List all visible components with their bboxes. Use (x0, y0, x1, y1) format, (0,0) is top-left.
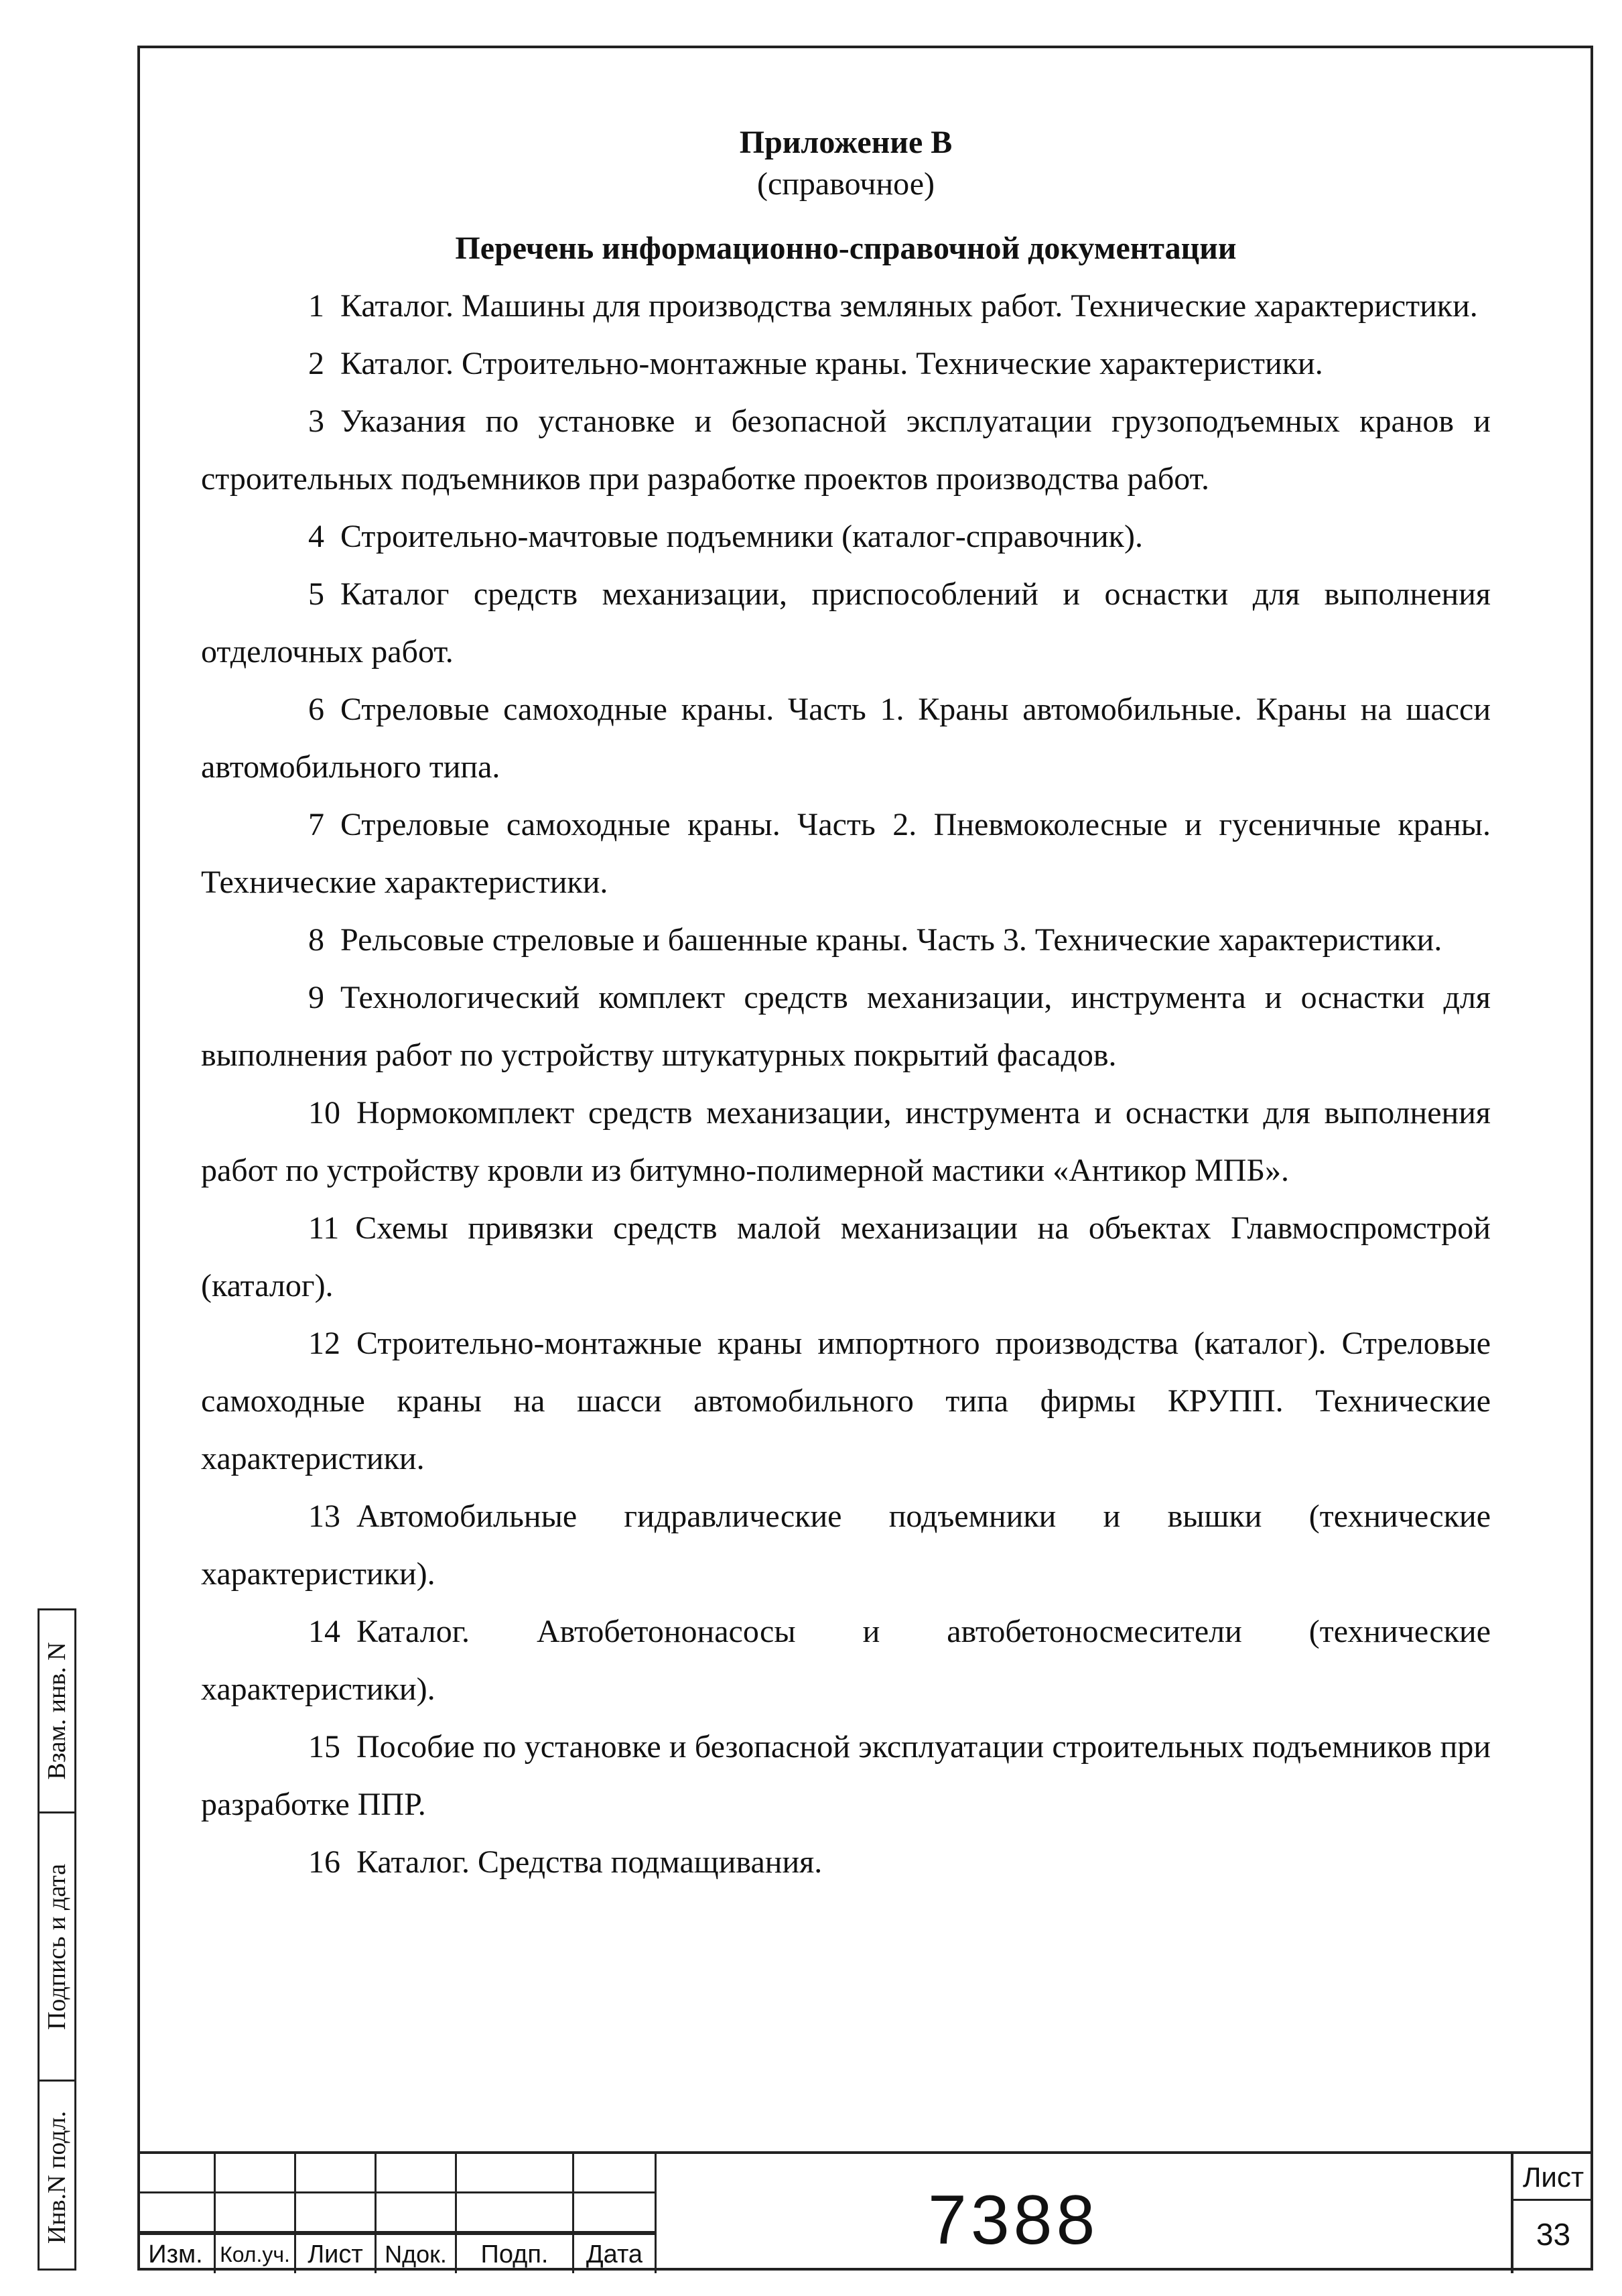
grid-cell (216, 2193, 296, 2233)
list-item (201, 335, 1491, 393)
list-item (201, 1834, 1491, 1891)
appendix-title: Приложение В (739, 125, 953, 160)
list-item (201, 1603, 1491, 1718)
side-cell-inv-vzam (40, 1610, 74, 1811)
item-text: Нормокомплект средств механизации, инструмента и оснастки для выполнения работ по устройству кровли из битумно-полимерной мастики «Антикор МПБ». (201, 1095, 1491, 1188)
item-text: Строительно-мачтовые подъемники (каталог-справочник). (340, 519, 1143, 554)
item-number: 5 (308, 576, 324, 612)
sheet-number: 33 (1536, 2217, 1571, 2252)
side-label-podpis: Подпись и дата (43, 1863, 71, 2030)
sheet-label: Лист (1513, 2154, 1593, 2201)
appendix-subtitle: (справочное) (756, 166, 935, 202)
item-text: Каталог. Автобетононасосы и автобетоносмесители (технические характеристики). (201, 1614, 1491, 1707)
item-text: Автомобильные гидравлические подъемники и вышки (технические характеристики). (201, 1498, 1491, 1592)
item-number: 2 (308, 346, 324, 381)
item-number: 16 (308, 1844, 340, 1880)
item-text: Стреловые самоходные краны. Часть 2. Пневмоколесные и гусеничные краны. Технические характеристики. (201, 807, 1491, 900)
side-cell-inv-podl (40, 2080, 74, 2273)
document-list (201, 277, 1491, 1891)
side-stamp (38, 1608, 76, 2271)
item-number: 4 (308, 519, 324, 554)
list-item (201, 277, 1491, 335)
title-block (137, 2151, 1593, 2271)
item-text: Схемы привязки средств малой механизации на объектах Главмоспромстрой (каталог). (201, 1210, 1491, 1303)
document-body (201, 122, 1491, 1891)
item-text: Указания по установке и безопасной эксплуатации грузоподъемных кранов и строительных подъемников при разработке проектов производства работ. (201, 403, 1491, 497)
list-item (201, 508, 1491, 566)
item-number: 8 (308, 922, 324, 958)
grid-cell (137, 2154, 216, 2193)
grid-cell (574, 2193, 657, 2233)
grid-cell (457, 2154, 574, 2193)
side-label-inv-vzam: Взам. инв. N (43, 1642, 71, 1780)
item-text: Стреловые самоходные краны. Часть 1. Краны автомобильные. Краны на шасси автомобильного типа. (201, 692, 1491, 785)
list-item (201, 1200, 1491, 1315)
header-podp: Подп. (457, 2233, 574, 2273)
item-text: Каталог средств механизации, приспособлений и оснастки для выполнения отделочных работ. (201, 576, 1491, 669)
header-ndok: Nдок. (377, 2233, 457, 2273)
list-item (201, 1488, 1491, 1603)
list-item (201, 1084, 1491, 1200)
grid-cell (377, 2154, 457, 2193)
list-item (201, 796, 1491, 911)
sheet-box (1511, 2154, 1593, 2273)
item-number: 13 (308, 1498, 340, 1534)
list-item (201, 566, 1491, 681)
side-label-inv-podl: Инв.N подл. (43, 2110, 71, 2244)
grid-cell (296, 2154, 377, 2193)
item-number: 15 (308, 1729, 340, 1765)
item-text: Рельсовые стреловые и башенные краны. Часть 3. Технические характеристики. (340, 922, 1442, 958)
header-data: Дата (574, 2233, 657, 2273)
list-item (201, 393, 1491, 508)
grid-cell (457, 2193, 574, 2233)
grid-cell (137, 2193, 216, 2233)
item-number: 6 (308, 692, 324, 727)
list-item (201, 969, 1491, 1084)
item-text: Технологический комплект средств механизации, инструмента и оснастки для выполнения работ по устройству штукатурных покрытий фасадов. (201, 980, 1491, 1073)
item-number: 1 (308, 288, 324, 324)
list-heading: Перечень информационно-справочной документации (455, 231, 1237, 266)
item-number: 10 (308, 1095, 340, 1131)
list-item (201, 911, 1491, 969)
list-item (201, 681, 1491, 796)
header-list: Лист (296, 2233, 377, 2273)
list-item (201, 1718, 1491, 1834)
document-number: 7388 (928, 2181, 1099, 2259)
item-text: Каталог. Средства подмащивания. (356, 1844, 823, 1880)
header-izm: Изм. (137, 2233, 216, 2273)
header-kol-uch: Кол.уч. (216, 2233, 296, 2273)
grid-cell (377, 2193, 457, 2233)
item-text: Каталог. Строительно-монтажные краны. Технические характеристики. (340, 346, 1323, 381)
item-number: 9 (308, 980, 324, 1015)
grid-cell (296, 2193, 377, 2233)
item-number: 11 (308, 1210, 340, 1246)
item-number: 12 (308, 1326, 340, 1361)
grid-cell (216, 2154, 296, 2193)
item-text: Строительно-монтажные краны импортного производства (каталог). Стреловые самоходные краны на шасси автомобильного типа фирмы КРУПП. Технические характеристики. (201, 1326, 1491, 1476)
item-number: 3 (308, 403, 324, 439)
item-text: Каталог. Машины для производства земляных работ. Технические характеристики. (340, 288, 1478, 324)
item-number: 14 (308, 1614, 340, 1649)
grid-cell (574, 2154, 657, 2193)
item-number: 7 (308, 807, 324, 842)
side-cell-podpis (40, 1811, 74, 2080)
list-item (201, 1315, 1491, 1488)
item-text: Пособие по установке и безопасной эксплуатации строительных подъемников при разработке ППР. (201, 1729, 1491, 1822)
